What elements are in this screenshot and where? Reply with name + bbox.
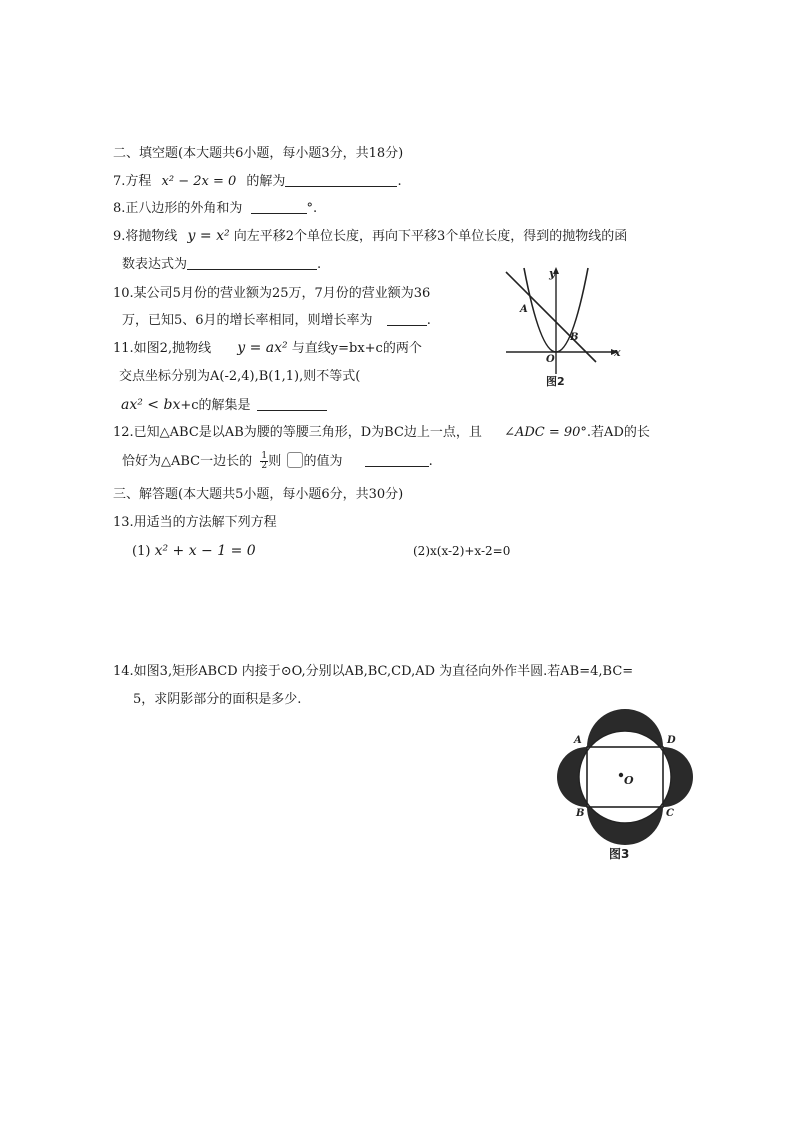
straight-line [506, 272, 596, 362]
figure-2-graph [500, 262, 630, 390]
figure-3-diagram [555, 705, 695, 865]
q8-end: °. [306, 201, 318, 216]
q13-part1-equation: x² + x − 1 = 0 [154, 543, 256, 559]
vertex-d-label: D [667, 735, 676, 746]
question-14-line2: 5，求阴影部分的面积是多少. [133, 692, 302, 707]
section-header-fill-blank: 二、填空题(本大题共6小题，每小题3分，共18分) [113, 146, 404, 161]
q12-line1: 12.已知△ABC是以AB为腰的等腰三角形，D为BC边上一点，且 [113, 425, 482, 440]
origin-label: O [546, 354, 555, 365]
q9-answer-blank[interactable] [187, 256, 317, 270]
figure-3 [555, 705, 695, 865]
fraction-denominator: 2 [261, 461, 268, 471]
q12-line1-end: .若AD的长 [586, 425, 650, 440]
q12-line2-mid: 则 [268, 454, 282, 469]
q12-end: . [428, 454, 433, 469]
fraction-numerator: 1 [261, 451, 268, 461]
q7-end: . [397, 174, 402, 189]
q9-end: . [317, 257, 322, 272]
question-7 [113, 173, 402, 191]
section-header-answer: 三、解答题(本大题共5小题，每小题6分，共30分) [113, 487, 404, 502]
q10-answer-blank[interactable] [387, 312, 427, 326]
q7-equation: x² − 2x = 0 [161, 174, 237, 189]
question-13-part1 [132, 542, 256, 561]
q11-inequality: ax² < bx [121, 397, 181, 413]
vertex-c-label: C [666, 808, 674, 819]
q9-text: 向左平移2个单位长度，再向下平移3个单位长度，得到的抛物线的函 [233, 229, 628, 244]
center-point [619, 773, 623, 777]
question-11-line2: 交点坐标分别为A(-2,4),B(1,1),则不等式( [119, 369, 361, 384]
center-o-label: O [624, 774, 634, 787]
point-a-label: A [520, 304, 528, 315]
q10-line2: 万，已知5、6月的增长率相同，则增长率为 [122, 313, 373, 328]
question-9-line1 [113, 227, 627, 246]
q11-answer-blank[interactable] [257, 397, 327, 411]
question-11-line1 [113, 339, 422, 358]
question-12-line1 [113, 424, 650, 442]
question-11-line3 [121, 396, 327, 415]
question-8 [113, 200, 317, 218]
q10-end: . [426, 313, 431, 328]
point-b-label: B [570, 332, 579, 343]
q8-text: 8.正八边形的外角和为 [113, 201, 243, 216]
figure-2 [500, 262, 630, 390]
q7-prefix: 7.方程 [113, 174, 152, 189]
q11-line3-end: +c的解集是 [180, 398, 251, 413]
question-13-part2: (2)x(x-2)+x-2=0 [413, 544, 511, 558]
question-13-title: 13.用适当的方法解下列方程 [113, 515, 277, 530]
q13-part1-label: (1) [132, 544, 151, 559]
illegible-math-glyph [287, 452, 303, 468]
x-axis-label: x [614, 346, 621, 359]
question-10-line2 [122, 312, 431, 330]
q7-suffix: 的解为 [246, 174, 286, 189]
vertex-b-label: B [576, 808, 585, 819]
figure-3-caption: 图3 [609, 847, 630, 861]
q12-answer-blank[interactable] [365, 453, 429, 467]
q9-prefix: 9.将抛物线 [113, 229, 178, 244]
question-9-line2 [122, 256, 321, 274]
q11-prefix: 11.如图2,抛物线 [113, 341, 212, 356]
q11-text: 与直线y=bx+c的两个 [291, 341, 422, 356]
q8-answer-blank[interactable] [251, 200, 307, 214]
question-14-line1: 14.如图3,矩形ABCD 内接于⊙O,分别以AB,BC,CD,AD 为直径向外作半圆.若AB=4,BC= [113, 664, 634, 679]
figure-2-caption: 图2 [546, 375, 565, 388]
question-10-line1: 10.某公司5月份的营业额为25万，7月份的营业额为36 [113, 286, 431, 301]
q12-angle: ∠ADC = 90° [504, 425, 587, 440]
q9-line2: 数表达式为 [122, 257, 188, 272]
y-axis-label: y [549, 267, 556, 280]
q12-line2-end: 的值为 [303, 454, 343, 469]
q12-line2: 恰好为△ABC一边长的 [122, 454, 253, 469]
question-12-line2 [122, 452, 433, 471]
vertex-a-label: A [574, 735, 582, 746]
q9-equation: y = x² [187, 228, 230, 244]
q7-answer-blank[interactable] [285, 173, 397, 187]
q11-equation: y = ax² [237, 340, 288, 356]
